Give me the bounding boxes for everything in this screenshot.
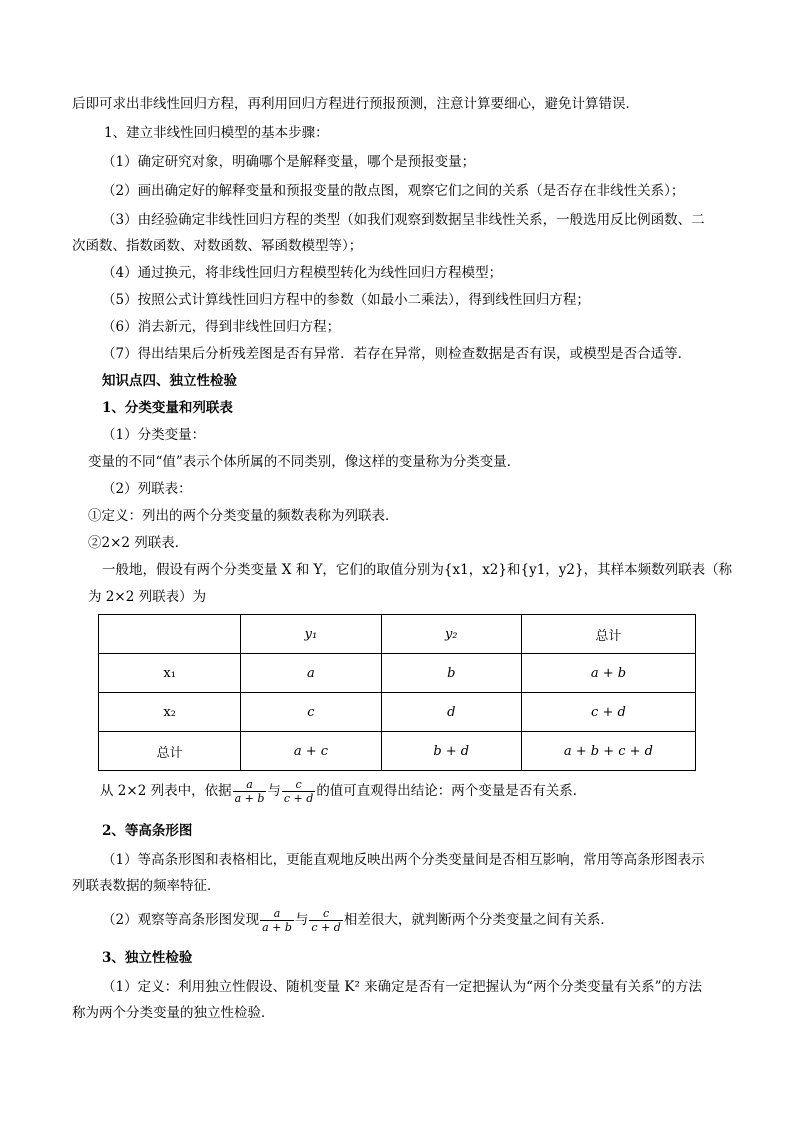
text-line-with-fractions — [102, 905, 614, 935]
text-line-with-fractions — [100, 776, 586, 806]
table-cell: a + b + c + d — [521, 732, 695, 771]
table-cell — [99, 615, 241, 654]
text-segment: 从 2×2 列表中，依据 — [100, 783, 232, 799]
table-cell: x₂ — [99, 693, 241, 732]
text-line: （3）由经验确定非线性回归方程的类型（如我们观察到数据呈非线性关系，一般选用反比例函数、二 — [102, 212, 705, 228]
text-line: （1）确定研究对象，明确哪个是解释变量，哪个是预报变量； — [102, 154, 476, 170]
text-line: 为 2×2 列联表）为 — [88, 589, 207, 605]
text-line: （2）列联表： — [102, 481, 192, 497]
table-cell: c — [241, 693, 381, 732]
table-cell: 总计 — [99, 732, 241, 771]
table-cell: d — [381, 693, 521, 732]
table-cell: a — [241, 654, 381, 693]
table-cell: x₁ — [99, 654, 241, 693]
text-segment: 与 — [294, 912, 309, 928]
contingency-table — [98, 614, 696, 771]
text-line: （1）分类变量： — [102, 427, 206, 443]
text-line: 变量的不同“值”表示个体所属的不同类别，像这样的变量称为分类变量． — [88, 454, 521, 470]
text-line: 一般地，假设有两个分类变量 X 和 Y，它们的取值分别为{x1，x2}和{y1，y2}，其样本频数列联表（称 — [102, 562, 733, 578]
text-line: ②2×2 列联表． — [88, 535, 189, 551]
table-row — [99, 654, 696, 693]
text-line: 后即可求出非线性回归方程，再利用回归方程进行预报预测，注意计算要细心，避免计算错误． — [72, 96, 639, 112]
text-line: （6）消去新元，得到非线性回归方程； — [102, 319, 341, 335]
subsection-title: 2、等高条形图 — [102, 823, 193, 839]
table-row — [99, 693, 696, 732]
table-cell: a + b — [521, 654, 695, 693]
text-line: （2）画出确定好的解释变量和预报变量的散点图，观察它们之间的关系（是否存在非线性关系）； — [102, 183, 685, 199]
table-cell: a + c — [241, 732, 381, 771]
fraction-a — [233, 778, 267, 805]
table-cell: y₁ — [241, 615, 381, 654]
table-header-row — [99, 615, 696, 654]
table-cell: b — [381, 654, 521, 693]
text-segment: 的值可直观得出结论：两个变量是否有关系． — [316, 783, 587, 799]
table-cell: c + d — [521, 693, 695, 732]
text-line: 次函数、指数函数、对数函数、幂函数模型等）； — [72, 238, 363, 254]
text-segment: 相差很大，就判断两个分类变量之间有关系． — [343, 912, 614, 928]
table-cell: b + d — [381, 732, 521, 771]
fraction-numerator: a — [246, 778, 253, 791]
fraction-denominator: a + b — [234, 792, 265, 805]
text-line: （1）定义：利用独立性假设、随机变量 K² 来确定是否有一定把握认为“两个分类变量有关系”的方法 — [102, 979, 702, 995]
fraction-denominator: a + b — [262, 921, 292, 934]
section-heading: 1、建立非线性回归模型的基本步骤： — [104, 125, 329, 141]
text-segment: 与 — [267, 783, 281, 799]
text-line: 列联表数据的频率特征． — [72, 878, 221, 894]
fraction-c — [282, 778, 315, 805]
fraction-a — [260, 907, 294, 934]
table-cell: 总计 — [521, 615, 695, 654]
table-row — [99, 732, 696, 771]
text-line: （7）得出结果后分析残差图是否有异常．若存在异常，则检查数据是否有误，或模型是否合适等． — [102, 346, 692, 362]
text-segment: （2）观察等高条形图发现 — [102, 912, 260, 928]
section-title: 知识点四、独立性检验 — [102, 373, 237, 389]
subsection-title: 3、独立性检验 — [102, 950, 193, 966]
table-cell: y₂ — [381, 615, 521, 654]
fraction-denominator: c + d — [311, 921, 341, 934]
fraction-c — [309, 907, 342, 934]
fraction-numerator: a — [273, 907, 281, 920]
text-line: 称为两个分类变量的独立性检验． — [72, 1005, 275, 1021]
fraction-numerator: c — [323, 907, 330, 920]
text-line: （5）按照公式计算线性回归方程中的参数（如最小二乘法），得到线性回归方程； — [102, 292, 590, 308]
fraction-denominator: c + d — [283, 792, 314, 805]
fraction-numerator: c — [295, 778, 302, 791]
subsection-title: 1、分类变量和列联表 — [102, 400, 233, 416]
text-line: ①定义：列出的两个分类变量的频数表称为列联表． — [88, 508, 399, 524]
text-line: （1）等高条形图和表格相比，更能直观地反映出两个分类变量间是否相互影响，常用等高条形图表示 — [102, 852, 705, 868]
text-line: （4）通过换元，将非线性回归方程模型转化为线性回归方程模型； — [102, 265, 503, 281]
